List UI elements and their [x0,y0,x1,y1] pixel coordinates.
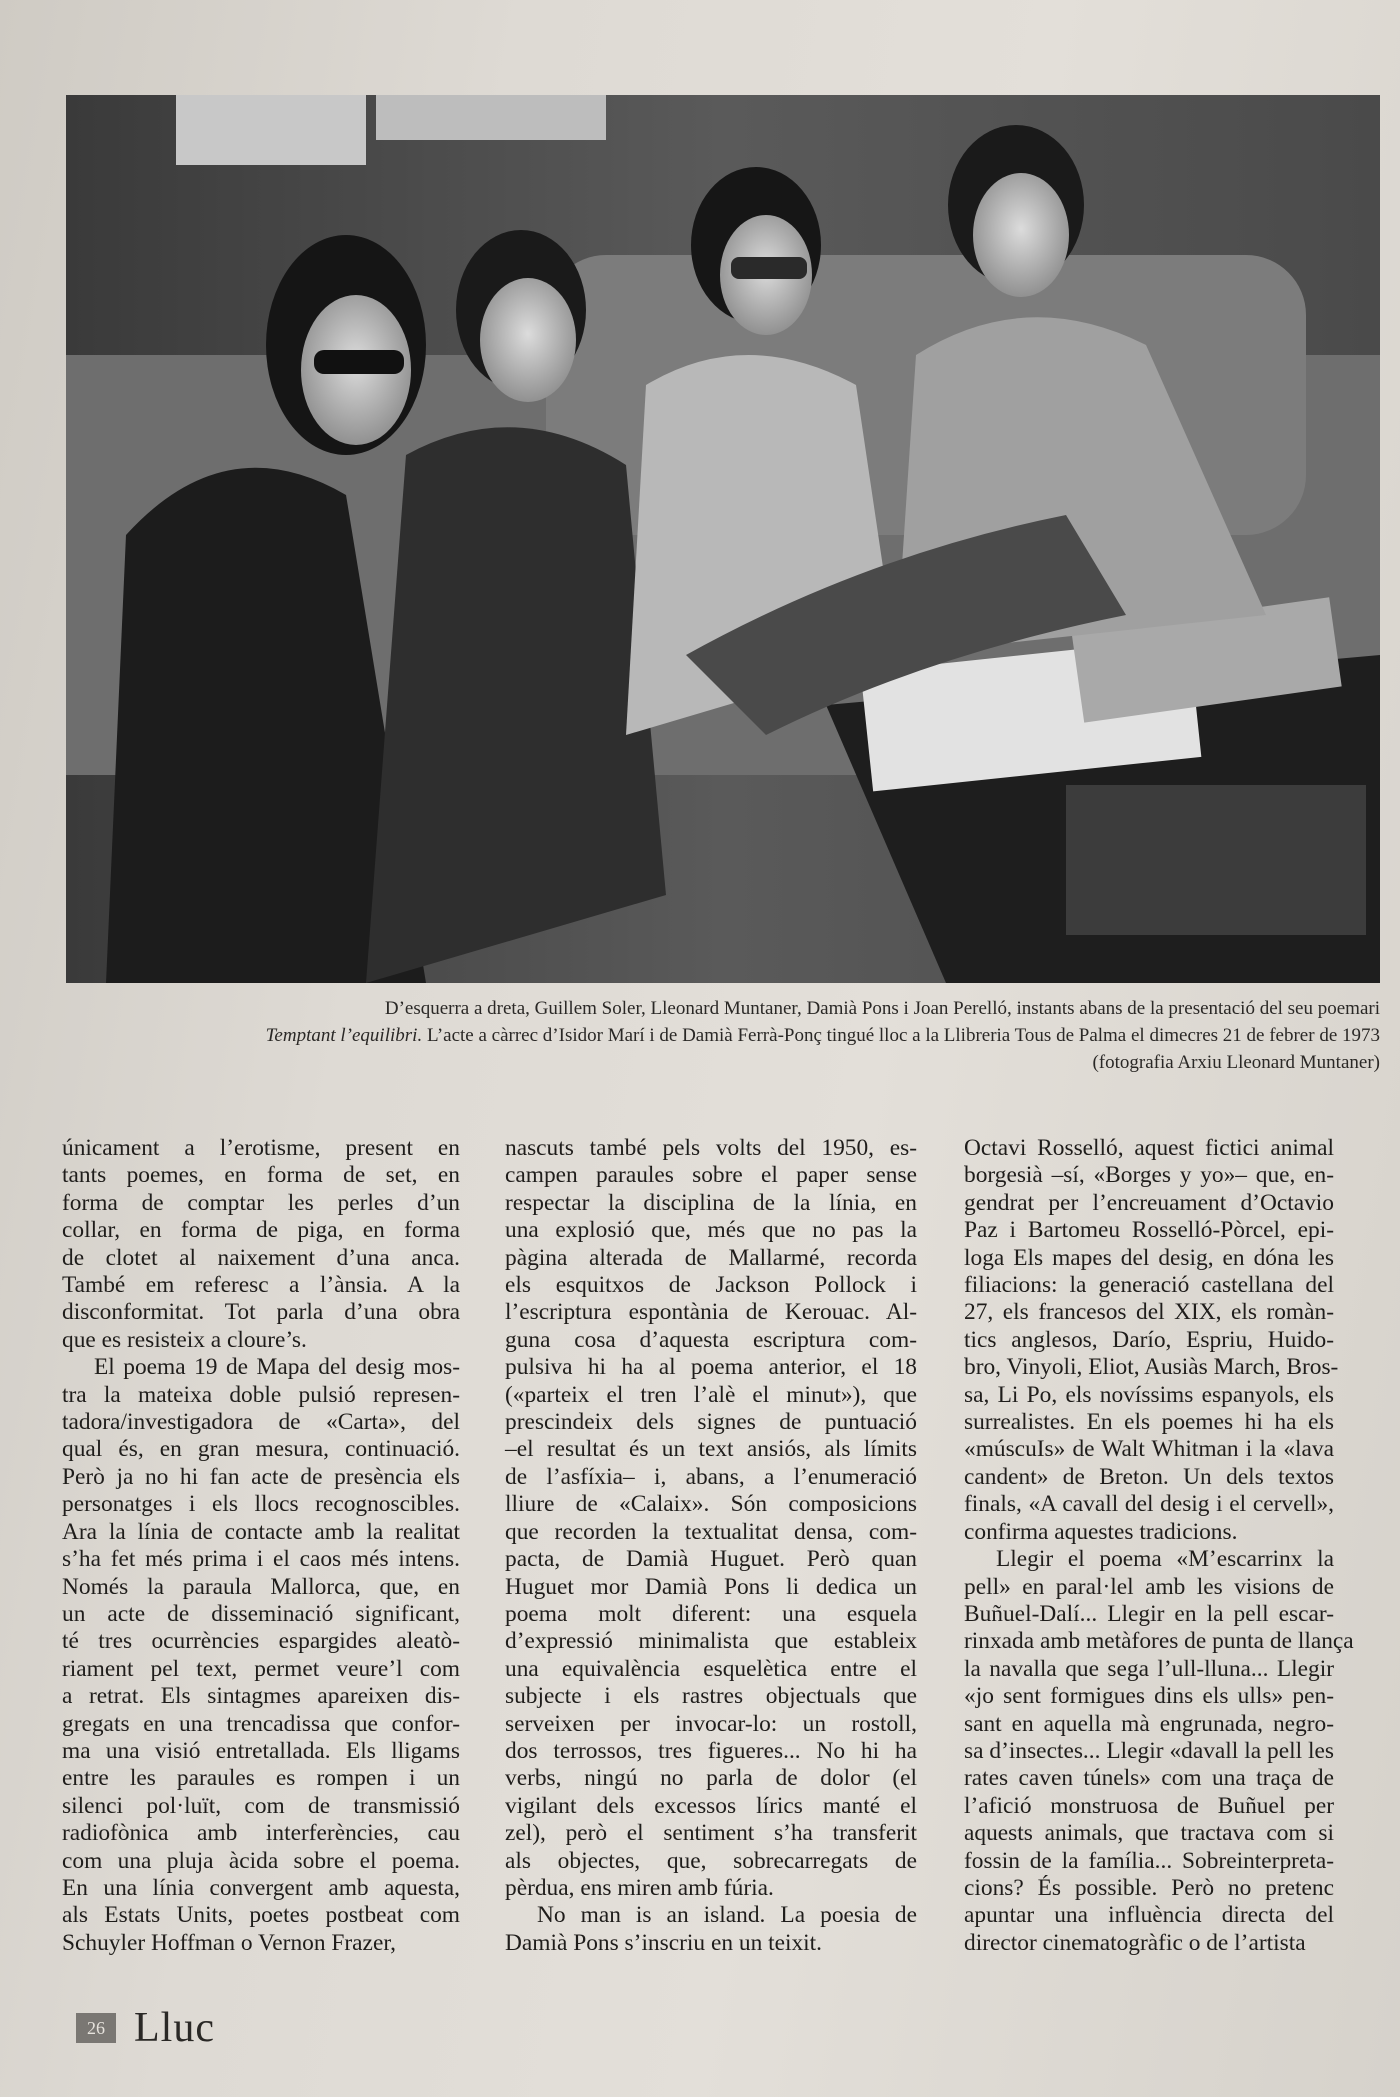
text-line: «múscuIs» de Walt Whitman i la «lava [964,1436,1334,1463]
text-line: als Estats Units, poetes postbeat com [62,1902,460,1929]
text-column-2 [505,1135,917,1957]
caption-line-2 [66,1022,1380,1049]
text-line: vigilant dels excessos lírics manté el [505,1792,917,1819]
text-line: loga Els mapes del desig, en dóna les [964,1244,1334,1271]
text-line: Paz i Bartomeu Rosselló-Pòrcel, epi- [964,1217,1334,1244]
text-line: prescindeix dels signes de puntuació [505,1409,917,1436]
text-line: una explosió que, més que no pas la [505,1217,917,1244]
text-line: Només la paraula Mallorca, que, en [62,1573,460,1600]
text-line: subjecte i els rastres objectuals que [505,1683,917,1710]
text-line: de l’asfíxia– i, abans, a l’enumeració [505,1463,917,1490]
text-line: radiofònica amb interferències, cau [62,1820,460,1847]
text-line: 27, els francesos del XIX, els romàn- [964,1299,1334,1326]
text-line: un acte de disseminació significant, [62,1600,460,1627]
text-line: tants poemes, en forma de set, en [62,1162,460,1189]
text-line: nascuts també pels volts del 1950, es- [505,1135,917,1161]
text-line: verbs, ningú no parla de dolor (el [505,1765,917,1792]
page-footer [76,2003,215,2053]
text-line: a retrat. Els sintagmes apareixen dis- [62,1683,460,1710]
text-line: qual és, en gran mesura, continuació. [62,1436,460,1463]
text-line: –el resultat és un text ansiós, als límits [505,1436,917,1463]
text-line: Damià Pons s’inscriu en un teixit. [505,1929,823,1956]
caption-book-title: Temptant l’equilibri. [265,1025,423,1046]
text-line: silenci pol·luït, com de transmissió [62,1792,460,1819]
text-line: guna cosa d’aquesta escriptura com- [505,1326,917,1353]
text-line: entre les paraules es rompen i un [62,1765,460,1792]
text-line: personatges i els llocs recognoscibles. [62,1491,460,1518]
text-line: dos terrossos, tres figueres... No hi ha [505,1737,917,1764]
text-line: finals, «A cavall del desig i el cervell», [964,1491,1334,1518]
text-line: collar, en forma de piga, en forma [62,1217,460,1244]
text-line: Octavi Rosselló, aquest fictici animal [964,1135,1334,1161]
text-line: riament pel text, permet veure’l com [62,1655,460,1682]
text-line: rinxada amb metàfores de punta de llança [964,1628,1354,1655]
text-column-3 [964,1135,1354,1957]
text-line: els esquitxos de Jackson Pollock i [505,1272,917,1299]
text-line: pacta, de Damià Huguet. Però quan [505,1546,917,1573]
text-line: pèrdua, ens miren amb fúria. [505,1874,774,1901]
text-line: de clotet al naixement d’una anca. [62,1244,460,1271]
text-line: que es resisteix a cloure’s. [62,1326,307,1353]
text-line: «jo sent formigues dins els ulls» pen- [964,1683,1334,1710]
text-column-1 [62,1135,460,1957]
photo-illustration [66,95,1380,983]
text-line: ma una visió entretallada. Els lligams [62,1737,460,1764]
text-line: apuntar una influència directa del [964,1902,1334,1929]
text-line: Buñuel-Dalí... Llegir en la pell escar- [964,1600,1334,1627]
text-line: bro, Vinyoli, Eliot, Ausiàs March, Bros- [964,1354,1339,1381]
text-line: cions? És possible. Però no pretenc [964,1874,1334,1901]
magazine-name: Lluc [134,2005,215,2051]
text-line: surrealistes. En els poemes hi ha els [964,1409,1334,1436]
text-line: forma de comptar les perles d’un [62,1189,460,1216]
text-line: Llegir el poema «M’escarrinx la [996,1546,1334,1573]
text-line: («parteix el tren l’alè el minut»), que [505,1381,917,1408]
text-line: Però ja no hi fan acte de presència els [62,1463,460,1490]
caption-line-2-text: L’acte a càrrec d’Isidor Marí i de Damià Ferrà-Ponç tingué lloc a la Llibreria Tous de Palma el dimecres 21 de febrer de 1973 [422,1025,1380,1046]
text-line: campen paraules sobre el paper sense [505,1162,917,1189]
text-line: candent» de Breton. Un dels textos [964,1463,1334,1490]
text-line: En una línia convergent amb aquesta, [62,1874,460,1901]
text-line: l’afició monstruosa de Buñuel per [964,1792,1334,1819]
text-line: que recorden la textualitat densa, com- [505,1518,917,1545]
text-line: filiacions: la generació castellana del [964,1272,1334,1299]
text-line: té tres ocurrències espargides aleatò- [62,1628,460,1655]
text-line: com una pluja àcida sobre el poema. [62,1847,460,1874]
text-line: pulsiva hi ha al poema anterior, el 18 [505,1354,917,1381]
text-line: s’ha fet més prima i el caos més intens. [62,1546,460,1573]
text-line: l’escriptura espontània de Kerouac. Al- [505,1299,917,1326]
text-line: gregats en una trencadissa que confor- [62,1710,460,1737]
text-line: sant en aquella mà engrunada, negro- [964,1710,1334,1737]
text-line: També em referesc a l’ànsia. A la [62,1272,460,1299]
text-line: fossin de la família... Sobreinterpreta- [964,1847,1334,1874]
text-line: aquests animals, que tractava com si [964,1820,1334,1847]
text-line: confirma aquestes tradicions. [964,1518,1238,1545]
text-line: tadora/investigadora de «Carta», del [62,1409,460,1436]
text-line: respectar la disciplina de la línia, en [505,1189,917,1216]
text-line: disconformitat. Tot parla d’una obra [62,1299,460,1326]
text-line: sa d’insectes... Llegir «davall la pell les [964,1737,1334,1764]
text-line: una equivalència esquelètica entre el [505,1655,917,1682]
text-line: El poema 19 de Mapa del desig mos- [94,1354,460,1381]
text-line: zel), però el sentiment s’ha transferit [505,1820,917,1847]
text-line: Schuyler Hoffman o Vernon Frazer, [62,1929,397,1956]
text-line: únicament a l’erotisme, present en [62,1135,460,1161]
text-line: director cinematogràfic o de l’artista [964,1929,1306,1956]
text-line: pell» en paral·lel amb les visions de [964,1573,1334,1600]
text-line: sa, Li Po, els novíssims espanyols, els [964,1381,1334,1408]
text-line: rates caven túnels» com una traça de [964,1765,1334,1792]
text-line: gendrat per l’encreuament d’Octavio [964,1189,1334,1216]
text-line: la navalla que sega l’ull-lluna... Llegir [964,1655,1334,1682]
caption-line-1: D’esquerra a dreta, Guillem Soler, Lleonard Muntaner, Damià Pons i Joan Perelló, instants abans de la presentació del seu poemari [384,998,1380,1019]
text-line: d’expressió minimalista que estableix [505,1628,917,1655]
text-line: tra la mateixa doble pulsió represen- [62,1381,460,1408]
caption-line-3: (fotografia Arxiu Lleonard Muntaner) [1092,1052,1380,1073]
page-number: 26 [76,2013,116,2043]
text-line: als objectes, que, sobrecarregats de [505,1847,917,1874]
text-line: No man is an island. La poesia de [537,1902,917,1929]
text-line: poema molt diferent: una esquela [505,1600,917,1627]
text-line: lliure de «Calaix». Són composicions [505,1491,917,1518]
photograph-four-men [66,95,1380,983]
photo-caption [66,995,1380,1076]
text-line: borgesià –sí, «Borges y yo»– que, en- [964,1162,1334,1189]
text-line: serveixen per invocar-lo: un rostoll, [505,1710,917,1737]
text-line: tics anglesos, Darío, Espriu, Huido- [964,1326,1334,1353]
text-line: Ara la línia de contacte amb la realitat [62,1518,460,1545]
text-line: Huguet mor Damià Pons li dedica un [505,1573,917,1600]
text-line: pàgina alterada de Mallarmé, recorda [505,1244,917,1271]
